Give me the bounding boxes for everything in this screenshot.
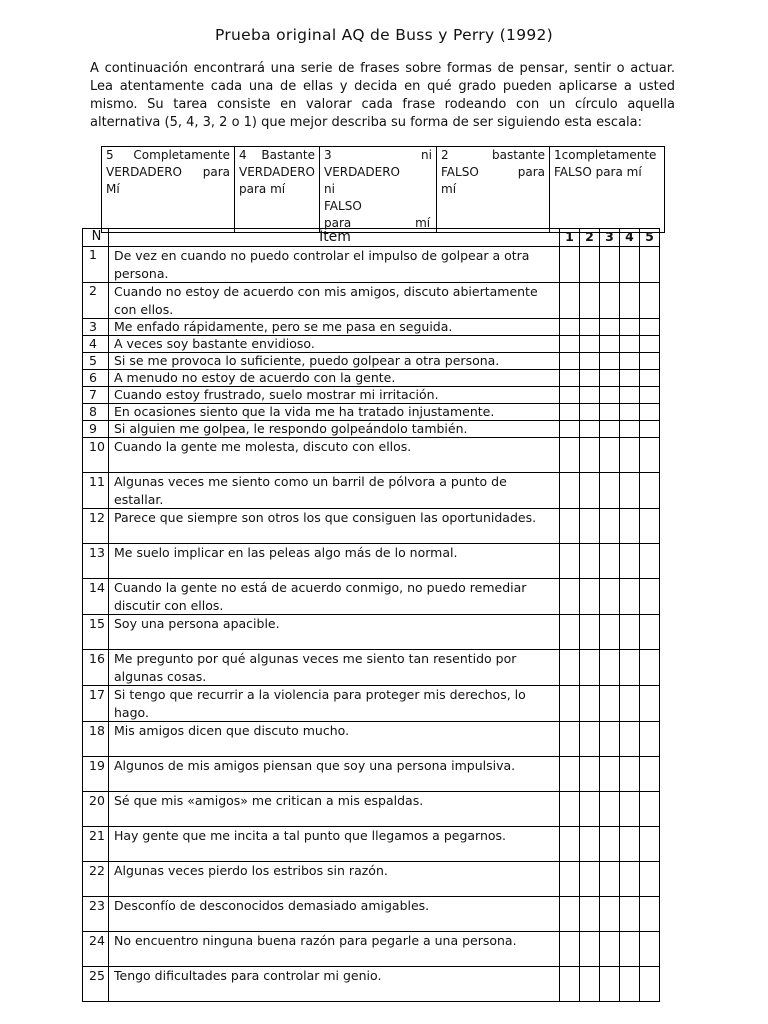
item-text: Si alguien me golpea, le respondo golpeándolo también. xyxy=(109,421,560,438)
score-cell-4[interactable] xyxy=(620,438,640,473)
scale-option-3: 3 ni VERDADERO ni FALSO para mí xyxy=(320,147,437,233)
table-row xyxy=(83,404,660,421)
table-row xyxy=(83,722,660,757)
score-cell-3[interactable] xyxy=(600,792,620,827)
item-text: Algunas veces pierdo los estribos sin razón. xyxy=(109,862,560,897)
table-row xyxy=(83,336,660,353)
score-cell-3[interactable] xyxy=(600,509,620,544)
score-cell-3[interactable] xyxy=(600,438,620,473)
score-cell-3[interactable] xyxy=(600,387,620,404)
score-cell-5[interactable] xyxy=(640,283,660,319)
item-text: Algunos de mis amigos piensan que soy una persona impulsiva. xyxy=(109,757,560,792)
score-cell-1[interactable] xyxy=(560,283,580,319)
item-text: Sé que mis «amigos» me critican a mis espaldas. xyxy=(109,792,560,827)
item-number: 5 xyxy=(83,353,109,370)
item-text: De vez en cuando no puedo controlar el impulso de golpear a otra persona. xyxy=(109,247,560,283)
score-cell-4[interactable] xyxy=(620,579,640,615)
score-cell-1[interactable] xyxy=(560,722,580,757)
score-cell-2[interactable] xyxy=(580,615,600,650)
score-cell-3[interactable] xyxy=(600,862,620,897)
score-cell-4[interactable] xyxy=(620,722,640,757)
score-cell-1[interactable] xyxy=(560,862,580,897)
score-cell-5[interactable] xyxy=(640,967,660,1002)
column-header-score-3: 3 xyxy=(600,229,620,247)
scale-option-2: 2 bastante FALSO para mí xyxy=(437,147,550,233)
score-cell-2[interactable] xyxy=(580,862,600,897)
score-cell-3[interactable] xyxy=(600,247,620,283)
score-cell-1[interactable] xyxy=(560,404,580,421)
score-cell-2[interactable] xyxy=(580,579,600,615)
score-cell-5[interactable] xyxy=(640,404,660,421)
table-row xyxy=(83,509,660,544)
score-cell-1[interactable] xyxy=(560,967,580,1002)
page-title: Prueba original AQ de Buss y Perry (1992) xyxy=(214,26,554,44)
table-row xyxy=(83,897,660,932)
score-cell-4[interactable] xyxy=(620,544,640,579)
score-cell-5[interactable] xyxy=(640,897,660,932)
response-scale-table xyxy=(101,146,665,233)
score-cell-1[interactable] xyxy=(560,897,580,932)
score-cell-1[interactable] xyxy=(560,247,580,283)
item-text: Hay gente que me incita a tal punto que llegamos a pegarnos. xyxy=(109,827,560,862)
item-text: Mis amigos dicen que discuto mucho. xyxy=(109,722,560,757)
score-cell-2[interactable] xyxy=(580,686,600,722)
score-cell-5[interactable] xyxy=(640,932,660,967)
item-text: Me enfado rápidamente, pero se me pasa en seguida. xyxy=(109,319,560,336)
score-cell-5[interactable] xyxy=(640,387,660,404)
table-row xyxy=(83,387,660,404)
score-cell-4[interactable] xyxy=(620,247,640,283)
item-text: Cuando la gente me molesta, discuto con ellos. xyxy=(109,438,560,473)
table-row xyxy=(83,827,660,862)
item-number: 8 xyxy=(83,404,109,421)
table-row xyxy=(83,319,660,336)
score-cell-5[interactable] xyxy=(640,509,660,544)
score-cell-4[interactable] xyxy=(620,353,640,370)
item-number: 18 xyxy=(83,722,109,757)
score-cell-5[interactable] xyxy=(640,686,660,722)
item-text: Soy una persona apacible. xyxy=(109,615,560,650)
score-cell-4[interactable] xyxy=(620,757,640,792)
score-cell-2[interactable] xyxy=(580,544,600,579)
score-cell-1[interactable] xyxy=(560,509,580,544)
scale-option-1: 1completamente FALSO para mí xyxy=(550,147,665,233)
column-header-score-4: 4 xyxy=(620,229,640,247)
table-row xyxy=(83,370,660,387)
score-cell-5[interactable] xyxy=(640,757,660,792)
items-table xyxy=(82,228,660,1002)
item-number: 3 xyxy=(83,319,109,336)
score-cell-1[interactable] xyxy=(560,319,580,336)
score-cell-1[interactable] xyxy=(560,370,580,387)
score-cell-4[interactable] xyxy=(620,319,640,336)
score-cell-2[interactable] xyxy=(580,319,600,336)
score-cell-3[interactable] xyxy=(600,686,620,722)
table-row xyxy=(83,421,660,438)
table-row xyxy=(83,615,660,650)
score-cell-4[interactable] xyxy=(620,283,640,319)
score-cell-4[interactable] xyxy=(620,967,640,1002)
column-header-score-5: 5 xyxy=(640,229,660,247)
item-number: 12 xyxy=(83,509,109,544)
table-row xyxy=(83,353,660,370)
item-text: Desconfío de desconocidos demasiado amigables. xyxy=(109,897,560,932)
item-number: 6 xyxy=(83,370,109,387)
item-number: 23 xyxy=(83,897,109,932)
item-number: 21 xyxy=(83,827,109,862)
score-cell-3[interactable] xyxy=(600,473,620,509)
score-cell-3[interactable] xyxy=(600,579,620,615)
score-cell-4[interactable] xyxy=(620,686,640,722)
column-header-score-1: 1 xyxy=(560,229,580,247)
score-cell-5[interactable] xyxy=(640,336,660,353)
score-cell-2[interactable] xyxy=(580,404,600,421)
table-row xyxy=(83,438,660,473)
score-cell-2[interactable] xyxy=(580,792,600,827)
score-cell-4[interactable] xyxy=(620,862,640,897)
score-cell-5[interactable] xyxy=(640,615,660,650)
score-cell-5[interactable] xyxy=(640,247,660,283)
score-cell-1[interactable] xyxy=(560,650,580,686)
score-cell-5[interactable] xyxy=(640,544,660,579)
table-row xyxy=(83,792,660,827)
item-number: 17 xyxy=(83,686,109,722)
scale-option-5: 5 Completamente VERDADERO para Mí xyxy=(102,147,235,233)
score-cell-1[interactable] xyxy=(560,387,580,404)
item-text: En ocasiones siento que la vida me ha tratado injustamente. xyxy=(109,404,560,421)
item-number: 9 xyxy=(83,421,109,438)
score-cell-3[interactable] xyxy=(600,353,620,370)
item-number: 25 xyxy=(83,967,109,1002)
score-cell-2[interactable] xyxy=(580,336,600,353)
score-cell-1[interactable] xyxy=(560,438,580,473)
score-cell-2[interactable] xyxy=(580,722,600,757)
score-cell-1[interactable] xyxy=(560,473,580,509)
score-cell-2[interactable] xyxy=(580,473,600,509)
table-row xyxy=(83,579,660,615)
score-cell-5[interactable] xyxy=(640,473,660,509)
score-cell-1[interactable] xyxy=(560,686,580,722)
item-text: Cuando estoy frustrado, suelo mostrar mi irritación. xyxy=(109,387,560,404)
score-cell-1[interactable] xyxy=(560,827,580,862)
score-cell-2[interactable] xyxy=(580,370,600,387)
score-cell-3[interactable] xyxy=(600,283,620,319)
score-cell-2[interactable] xyxy=(580,757,600,792)
score-cell-4[interactable] xyxy=(620,615,640,650)
score-cell-2[interactable] xyxy=(580,932,600,967)
score-cell-1[interactable] xyxy=(560,757,580,792)
score-cell-2[interactable] xyxy=(580,247,600,283)
score-cell-5[interactable] xyxy=(640,370,660,387)
item-text: A veces soy bastante envidioso. xyxy=(109,336,560,353)
item-number: 13 xyxy=(83,544,109,579)
score-cell-2[interactable] xyxy=(580,421,600,438)
score-cell-3[interactable] xyxy=(600,722,620,757)
score-cell-5[interactable] xyxy=(640,722,660,757)
score-cell-3[interactable] xyxy=(600,757,620,792)
column-header-number: N xyxy=(83,229,109,247)
item-text: Algunas veces me siento como un barril de pólvora a punto de estallar. xyxy=(109,473,560,509)
table-row xyxy=(83,283,660,319)
score-cell-2[interactable] xyxy=(580,897,600,932)
score-cell-5[interactable] xyxy=(640,421,660,438)
item-number: 20 xyxy=(83,792,109,827)
score-cell-5[interactable] xyxy=(640,862,660,897)
score-cell-4[interactable] xyxy=(620,650,640,686)
score-cell-2[interactable] xyxy=(580,827,600,862)
item-text: Parece que siempre son otros los que consiguen las oportunidades. xyxy=(109,509,560,544)
table-row xyxy=(83,686,660,722)
item-number: 10 xyxy=(83,438,109,473)
item-text: Cuando la gente no está de acuerdo conmigo, no puedo remediar discutir con ellos. xyxy=(109,579,560,615)
score-cell-3[interactable] xyxy=(600,404,620,421)
score-cell-3[interactable] xyxy=(600,967,620,1002)
item-number: 11 xyxy=(83,473,109,509)
item-number: 15 xyxy=(83,615,109,650)
score-cell-2[interactable] xyxy=(580,283,600,319)
score-cell-3[interactable] xyxy=(600,336,620,353)
item-number: 1 xyxy=(83,247,109,283)
score-cell-1[interactable] xyxy=(560,353,580,370)
item-text: Cuando no estoy de acuerdo con mis amigos, discuto abiertamente con ellos. xyxy=(109,283,560,319)
score-cell-2[interactable] xyxy=(580,967,600,1002)
scale-option-4: 4 Bastante VERDADERO para mí xyxy=(235,147,320,233)
item-number: 16 xyxy=(83,650,109,686)
score-cell-4[interactable] xyxy=(620,336,640,353)
score-cell-1[interactable] xyxy=(560,421,580,438)
item-text: Me pregunto por qué algunas veces me siento tan resentido por algunas cosas. xyxy=(109,650,560,686)
score-cell-3[interactable] xyxy=(600,897,620,932)
score-cell-1[interactable] xyxy=(560,932,580,967)
score-cell-4[interactable] xyxy=(620,932,640,967)
item-text: Si se me provoca lo suficiente, puedo golpear a otra persona. xyxy=(109,353,560,370)
score-cell-2[interactable] xyxy=(580,509,600,544)
response-scale-row xyxy=(102,147,665,233)
score-cell-4[interactable] xyxy=(620,370,640,387)
score-cell-4[interactable] xyxy=(620,404,640,421)
score-cell-4[interactable] xyxy=(620,792,640,827)
score-cell-4[interactable] xyxy=(620,897,640,932)
table-row xyxy=(83,247,660,283)
table-row xyxy=(83,473,660,509)
score-cell-2[interactable] xyxy=(580,353,600,370)
score-cell-5[interactable] xyxy=(640,319,660,336)
score-cell-5[interactable] xyxy=(640,579,660,615)
item-text: Tengo dificultades para controlar mi genio. xyxy=(109,967,560,1002)
score-cell-2[interactable] xyxy=(580,650,600,686)
score-cell-1[interactable] xyxy=(560,579,580,615)
score-cell-5[interactable] xyxy=(640,438,660,473)
item-number: 4 xyxy=(83,336,109,353)
table-row xyxy=(83,967,660,1002)
column-header-item: Ítem xyxy=(109,229,560,247)
score-cell-5[interactable] xyxy=(640,792,660,827)
score-cell-4[interactable] xyxy=(620,509,640,544)
score-cell-3[interactable] xyxy=(600,319,620,336)
item-number: 2 xyxy=(83,283,109,319)
score-cell-3[interactable] xyxy=(600,370,620,387)
score-cell-4[interactable] xyxy=(620,473,640,509)
item-text: Si tengo que recurrir a la violencia para proteger mis derechos, lo hago. xyxy=(109,686,560,722)
score-cell-3[interactable] xyxy=(600,650,620,686)
score-cell-4[interactable] xyxy=(620,387,640,404)
table-row xyxy=(83,544,660,579)
score-cell-2[interactable] xyxy=(580,438,600,473)
score-cell-4[interactable] xyxy=(620,421,640,438)
score-cell-5[interactable] xyxy=(640,650,660,686)
table-header-row xyxy=(83,229,660,247)
instructions-paragraph: A continuación encontrará una serie de frases sobre formas de pensar, sentir o actuar. Lea atentamente cada una de ellas y decida en qué grado pueden aplicarse a usted mismo. Su tarea consiste en valorar cada frase rodeando con un círculo aquella alternativa (5, 4, 3, 2 o 1) que mejor describa su forma de ser siguiendo esta escala: xyxy=(90,61,675,130)
score-cell-2[interactable] xyxy=(580,387,600,404)
score-cell-3[interactable] xyxy=(600,827,620,862)
score-cell-1[interactable] xyxy=(560,336,580,353)
score-cell-5[interactable] xyxy=(640,827,660,862)
item-number: 22 xyxy=(83,862,109,897)
item-number: 7 xyxy=(83,387,109,404)
column-header-score-2: 2 xyxy=(580,229,600,247)
item-text: A menudo no estoy de acuerdo con la gente. xyxy=(109,370,560,387)
score-cell-4[interactable] xyxy=(620,827,640,862)
table-row xyxy=(83,862,660,897)
score-cell-1[interactable] xyxy=(560,792,580,827)
item-text: Me suelo implicar en las peleas algo más de lo normal. xyxy=(109,544,560,579)
score-cell-1[interactable] xyxy=(560,615,580,650)
table-row xyxy=(83,757,660,792)
item-number: 14 xyxy=(83,579,109,615)
score-cell-3[interactable] xyxy=(600,932,620,967)
score-cell-5[interactable] xyxy=(640,353,660,370)
score-cell-1[interactable] xyxy=(560,544,580,579)
item-number: 19 xyxy=(83,757,109,792)
table-row xyxy=(83,932,660,967)
score-cell-3[interactable] xyxy=(600,615,620,650)
item-text: No encuentro ninguna buena razón para pegarle a una persona. xyxy=(109,932,560,967)
score-cell-3[interactable] xyxy=(600,544,620,579)
table-row xyxy=(83,650,660,686)
score-cell-3[interactable] xyxy=(600,421,620,438)
item-number: 24 xyxy=(83,932,109,967)
